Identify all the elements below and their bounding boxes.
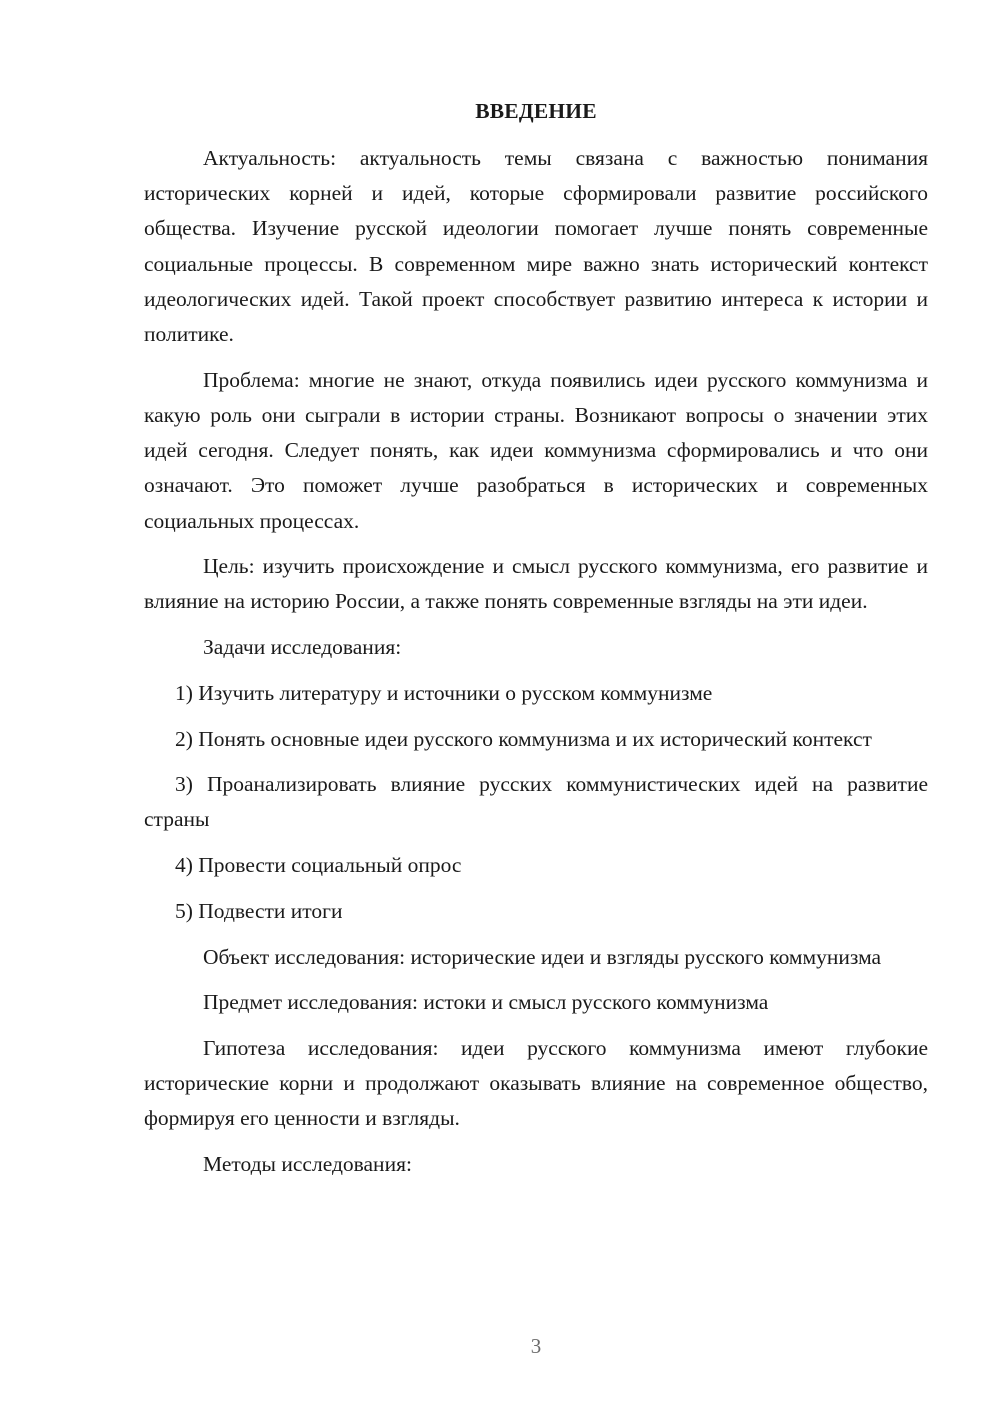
paragraph-relevance: Актуальность: актуальность темы связана с важностью понимания исторических корней и идей, которые сформировали развитие российского общества. Изучение русской идеологии помогает лучше понять современные социальные процессы. В современном мире важно знать исторический контекст идеологических идей. Такой проект способствует развитию интереса к истории и политике. — [144, 146, 928, 347]
task-item-3: 3) Проанализировать влияние русских коммунистических идей на развитие страны — [144, 772, 928, 832]
document-title: ВВЕДЕНИЕ — [475, 99, 597, 123]
page-number: 3 — [530, 1334, 542, 1358]
task-item-4: 4) Провести социальный опрос — [175, 853, 462, 878]
task-item-5: 5) Подвести итоги — [175, 898, 343, 923]
paragraph-goal: Цель: изучить происхождение и смысл русского коммунизма, его развитие и влияние на историю России, а также понять современные взгляды на эти идеи. — [144, 554, 928, 614]
paragraph-hypothesis: Гипотеза исследования: идеи русского коммунизма имеют глубокие исторические корни и продолжают оказывать влияние на современное общество, формируя его ценности и взгляды. — [144, 1035, 928, 1131]
paragraph-object: Объект исследования: исторические идеи и взгляды русского коммунизма — [203, 944, 882, 969]
task-item-1: 1) Изучить литературу и источники о русском коммунизме — [175, 680, 713, 705]
task-item-2: 2) Понять основные идеи русского коммунизма и их исторический контекст — [175, 726, 872, 751]
paragraph-methods: Методы исследования: — [203, 1152, 412, 1177]
document-page — [144, 94, 928, 1193]
paragraph-subject: Предмет исследования: истоки и смысл русского коммунизма — [203, 990, 769, 1015]
paragraph-problem: Проблема: многие не знают, откуда появились идеи русского коммунизма и какую роль они сыграли в истории страны. Возникают вопросы о значении этих идей сегодня. Следует понять, как идеи коммунизма сформировались и что они означают. Это поможет лучше разобраться в исторических и современных социальных процессах. — [144, 367, 928, 533]
paragraph-tasks-heading: Задачи исследования: — [203, 635, 402, 660]
